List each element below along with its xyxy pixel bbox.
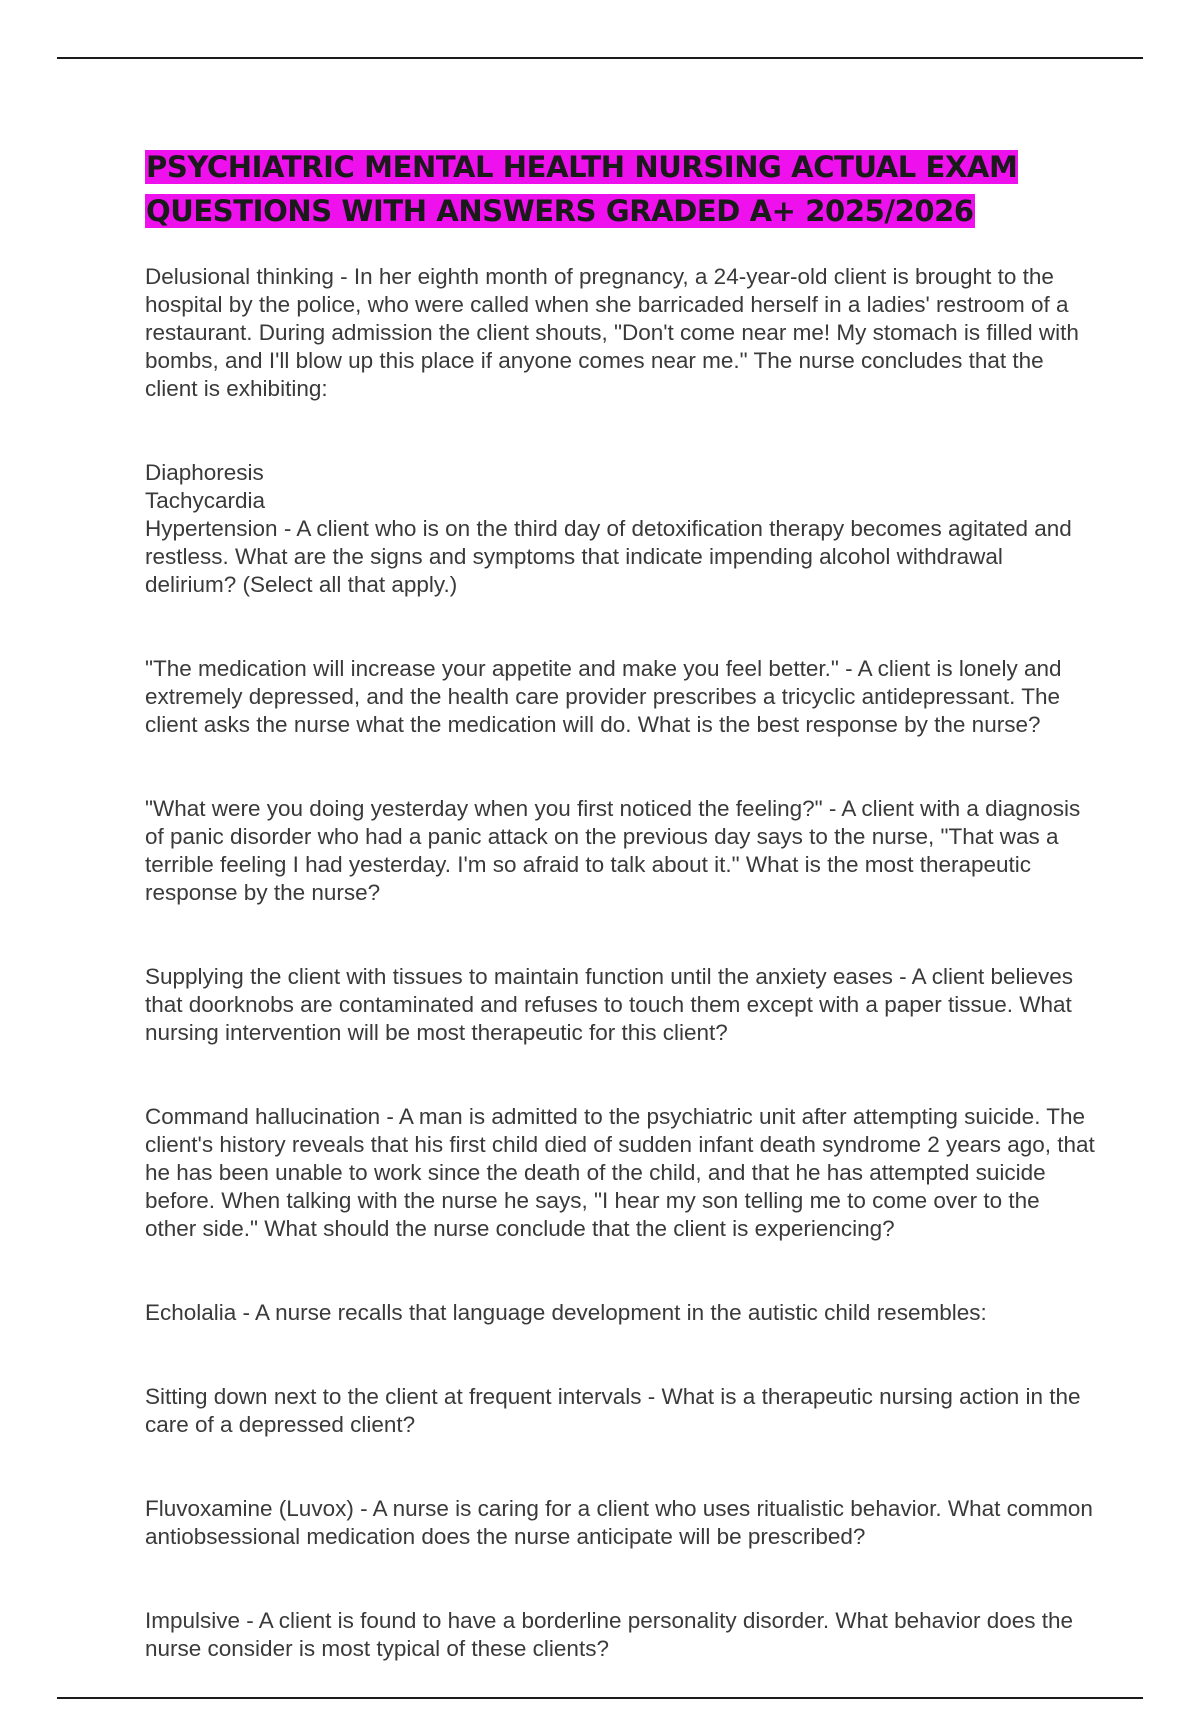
page-content — [145, 145, 1095, 1719]
qa-item: Command hallucination - A man is admitted to the psychiatric unit after attempting suicide. The client's history reveals that his first child died of sudden infant death syndrome 2 years ago, that he has been unable to work since the death of the child, and that he has attempted suicide before. When talking with the nurse he says, "I hear my son telling me to come over to the other side." What should the nurse conclude that the client is experiencing? — [145, 1104, 1095, 1241]
top-rule — [57, 57, 1143, 59]
qa-list — [145, 235, 1095, 1719]
title-highlight: PSYCHIATRIC MENTAL HEALTH NURSING ACTUAL EXAM QUESTIONS WITH ANSWERS GRADED A+ 2025/2026 — [146, 150, 1018, 228]
document-title — [145, 145, 1095, 233]
bottom-rule — [57, 1697, 1143, 1699]
qa-item: Impulsive - A client is found to have a borderline personality disorder. What behavior does the nurse consider is most typical of these clients? — [145, 1608, 1074, 1661]
qa-item: Echolalia - A nurse recalls that language development in the autistic child resembles: — [145, 1300, 987, 1325]
qa-item: Supplying the client with tissues to maintain function until the anxiety eases - A client believes that doorknobs are contaminated and refuses to touch them except with a paper tissue. What nursing intervention will be most therapeutic for this client? — [145, 964, 1074, 1045]
qa-item: Delusional thinking - In her eighth month of pregnancy, a 24-year-old client is brought to the hospital by the police, who were called when she barricaded herself in a ladies' restroom of a restaurant. During admission the client shouts, "Don't come near me! My stomach is filled with bombs, and I'll blow up this place if anyone comes near me." The nurse concludes that the client is exhibiting: — [145, 264, 1079, 401]
qa-item: Diaphoresis Tachycardia Hypertension - A client who is on the third day of detoxification therapy becomes agitated and restless. What are the signs and symptoms that indicate impending alcohol withdrawal delirium? (Select all that apply.) — [145, 460, 1072, 597]
qa-item: Sitting down next to the client at frequent intervals - What is a therapeutic nursing action in the care of a depressed client? — [145, 1384, 1081, 1437]
qa-item: "The medication will increase your appetite and make you feel better." - A client is lonely and extremely depressed, and the health care provider prescribes a tricyclic antidepressant. The client asks the nurse what the medication will do. What is the best response by the nurse? — [145, 656, 1062, 737]
qa-item: "What were you doing yesterday when you first noticed the feeling?" - A client with a diagnosis of panic disorder who had a panic attack on the previous day says to the nurse, "That was a terrible feeling I had yesterday. I'm so afraid to talk about it." What is the most therapeutic response by the nurse? — [145, 796, 1081, 905]
qa-item: Fluvoxamine (Luvox) - A nurse is caring for a client who uses ritualistic behavior. What common antiobsessional medication does the nurse anticipate will be prescribed? — [145, 1496, 1093, 1549]
